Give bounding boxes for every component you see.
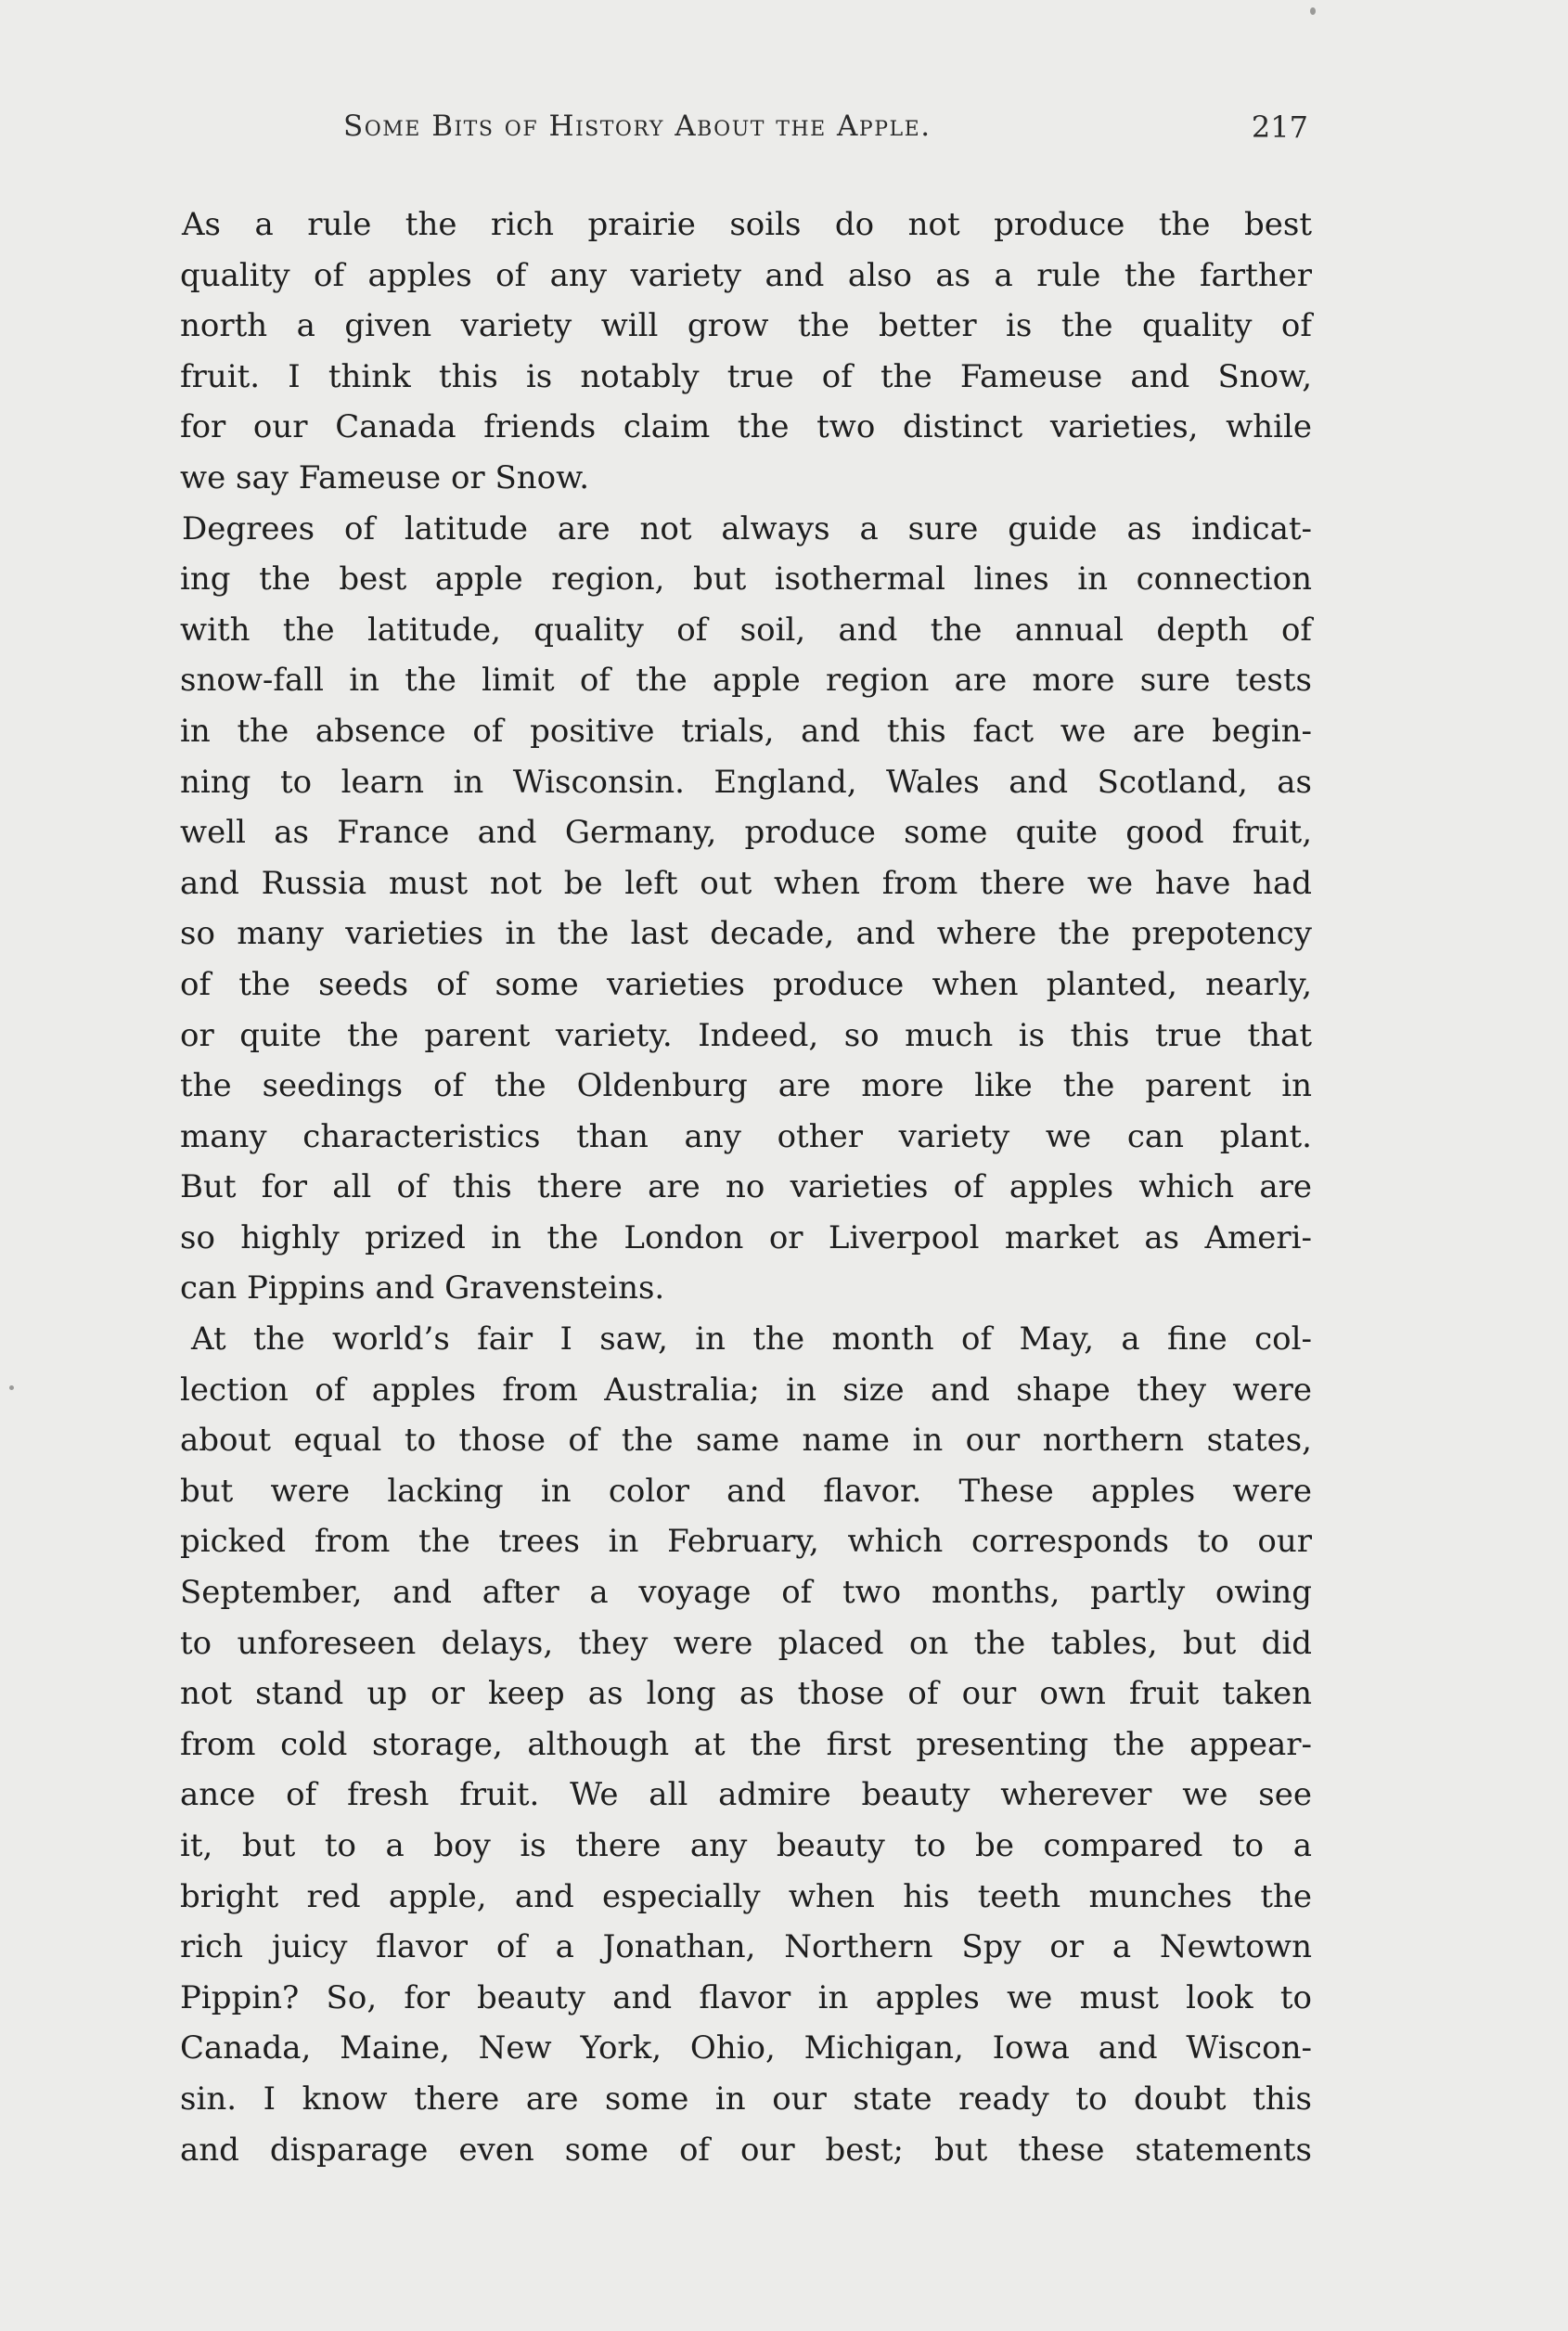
text-line: can Pippins and Gravensteins. (180, 1269, 665, 1307)
text-line: ning to learn in Wisconsin. England, Wales and Scotland, as (180, 763, 1312, 801)
text-line: At the world’s fair I saw, in the month of May, a fine col- (191, 1320, 1312, 1359)
text-line: so many varieties in the last decade, and where the prepotency (180, 915, 1312, 953)
text-line: As a rule the rich prairie soils do not produce the best (182, 206, 1312, 243)
text-line: or quite the parent variety. Indeed, so much is this true that (180, 1016, 1312, 1054)
text-line: Degrees of latitude are not always a sure guide as indicat- (182, 509, 1312, 547)
scan-speck (1310, 7, 1316, 15)
text-line: ing the best apple region, but isothermal lines in connection (180, 560, 1312, 599)
text-line: Canada, Maine, New York, Ohio, Michigan, Iowa and Wiscon- (180, 2029, 1312, 2067)
text-line: But for all of this there are no varieties of apples which are (180, 1168, 1312, 1206)
text-line: in the absence of positive trials, and this fact we are begin- (180, 712, 1312, 750)
text-line: snow-fall in the limit of the apple region are more sure tests (180, 662, 1312, 700)
text-line: picked from the trees in February, which corresponds to our (180, 1523, 1312, 1561)
text-line: sin. I know there are some in our state ready to doubt this (180, 2080, 1312, 2118)
scan-speck (9, 1385, 14, 1390)
text-line: of the seeds of some varieties produce when planted, nearly, (180, 965, 1312, 1003)
text-line: it, but to a boy is there any beauty to be compared to a (180, 1827, 1312, 1864)
text-line: about equal to those of the same name in our northern states, (180, 1422, 1312, 1460)
text-line: fruit. I think this is notably true of the Fameuse and Snow, (180, 357, 1312, 395)
text-line: so highly prized in the London or Liverpool market as Ameri- (180, 1218, 1312, 1256)
text-line: not stand up or keep as long as those of our own fruit taken (180, 1675, 1312, 1713)
text-line: and disparage even some of our best; but these statements (180, 2131, 1312, 2169)
text-line: the seedings of the Oldenburg are more like the parent in (180, 1067, 1312, 1105)
text-line: well as France and Germany, produce some quite good fruit, (180, 814, 1312, 852)
text-line: we say Fameuse or Snow. (180, 458, 590, 496)
running-header (167, 109, 1308, 156)
text-line: but were lacking in color and flavor. These apples were (180, 1472, 1312, 1510)
text-line: with the latitude, quality of soil, and the annual depth of (180, 611, 1312, 649)
text-line: lection of apples from Australia; in size and shape they were (180, 1371, 1312, 1409)
text-line: September, and after a voyage of two months, partly owing (180, 1574, 1312, 1612)
text-line: Pippin? So, for beauty and flavor in apples we must look to (180, 1978, 1312, 2016)
text-line: ance of fresh fruit. We all admire beauty wherever we see (180, 1776, 1312, 1814)
page-number: 217 (1251, 109, 1308, 145)
body-text (180, 200, 1312, 2175)
text-line: many characteristics than any other variety we can plant. (180, 1117, 1312, 1155)
text-line: and Russia must not be left out when from there we have had (180, 864, 1312, 902)
text-line: north a given variety will grow the better is the quality of (180, 307, 1312, 345)
text-line: to unforeseen delays, they were placed on the tables, but did (180, 1624, 1312, 1662)
text-line: rich juicy flavor of a Jonathan, Northern Spy or a Newtown (180, 1928, 1312, 1966)
text-line: bright red apple, and especially when his teeth munches the (180, 1877, 1312, 1915)
text-line: from cold storage, although at the first presenting the appear- (180, 1725, 1312, 1763)
text-line: quality of apples of any variety and also as a rule the farther (180, 256, 1312, 294)
text-line: for our Canada friends claim the two distinct varieties, while (180, 408, 1312, 446)
running-title: Some Bits of History About the Apple. (343, 109, 932, 143)
